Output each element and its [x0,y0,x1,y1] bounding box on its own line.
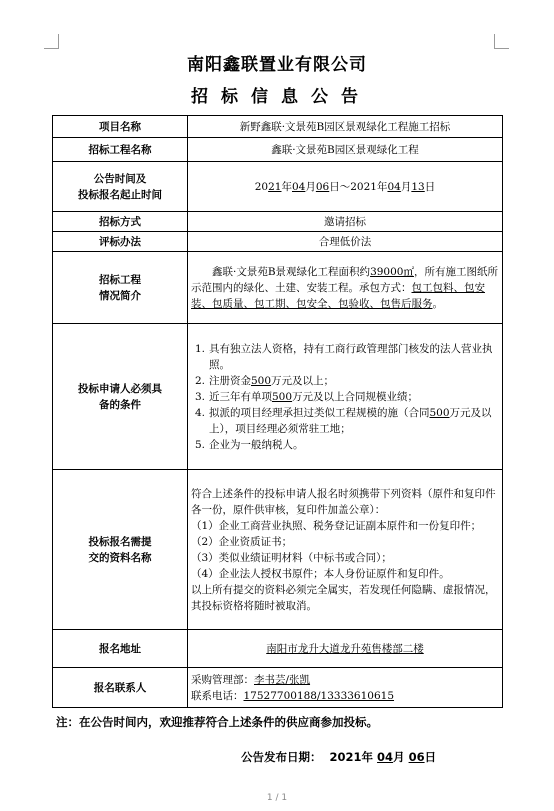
publish-day-unit: 日 [424,750,437,764]
period-end-month-unit: 月 [400,180,412,193]
period-start-day-unit: 日～2021年 [329,180,388,193]
overview-label-line1: 招标工程 [99,273,141,286]
contact-manager: 李书芸/张凯 [254,673,311,686]
requirement-text-a: 注册资金 [209,374,251,387]
period-start-day: 06 [315,180,330,193]
publish-date-prefix: 公告发布日期： [241,750,322,764]
contact-phone-prefix: 联系电话： [191,689,244,702]
requirement-value: 500 [429,406,450,419]
period-end-month: 04 [387,180,401,193]
materials-label-line1: 投标报名需提 [88,535,152,548]
tender-project-label: 招标工程名称 [53,138,188,162]
requirement-number: 3. [195,390,206,403]
materials-line: （4）企业法人授权书原件；本人身份证原件和复印件。 [191,567,450,580]
address-value [188,630,503,668]
company-name: 南阳鑫联置业有限公司 [187,55,367,75]
requirement-number: 5. [195,438,206,451]
row-tender-project [53,138,503,162]
overview-value [188,252,503,324]
row-overview [53,252,503,324]
requirement-text-b: 万元及以上合同规模业绩； [292,390,419,403]
materials-line: 符合上述条件的投标申请人报名时须携带下列资料（原件和复印件各一份，原件供审核，复印件加盖公章）： [191,487,496,516]
materials-line: （3）类似业绩证明材料（中标书或合同）； [191,551,392,564]
address-text: 南阳市龙升大道龙升苑售楼部二楼 [266,642,424,655]
period-value [188,162,503,212]
requirement-item [195,341,499,373]
period-start-year-suffix: 21 [268,180,282,193]
evaluation-label: 评标办法 [53,232,188,252]
period-label-line2: 投标报名起止时间 [78,188,162,201]
period-end-day-unit: 日 [424,180,436,193]
requirement-item [195,405,499,437]
materials-line: （2）企业资质证书； [191,535,293,548]
requirements-label-line1: 投标申请人必须具 [78,382,162,395]
row-period [53,162,503,212]
publish-year: 2021 [329,750,362,764]
requirement-item [195,437,499,453]
footer-note: 注：在公告时间内，欢迎推荐符合上述条件的供应商参加投标。 [56,715,378,729]
materials-line: 以上所有提交的资料必须完全属实，若发现任何隐瞒、虚报情况，其投标资格将随时被取消。 [191,583,496,612]
period-start-year-prefix: 20 [254,180,269,193]
materials-value [188,470,503,630]
row-requirements [53,324,503,470]
requirements-label [53,324,188,470]
period-label-line1: 公告时间及 [93,172,147,185]
contact-manager-line [191,672,499,688]
period-label [53,162,188,212]
period-start-year-unit: 年 [281,180,292,193]
row-address [53,630,503,668]
requirement-text-a: 近三年有单项 [209,390,272,403]
address-label: 报名地址 [53,630,188,668]
row-evaluation [53,232,503,252]
contact-manager-prefix: 采购管理部： [191,673,254,686]
requirement-text: 具有独立法人资格，持有工商行政管理部门核发的法人营业执照。 [209,342,493,371]
requirement-text-b: 万元及以上； [271,374,335,387]
materials-label [53,470,188,630]
overview-label-line2: 情况简介 [99,289,141,302]
overview-text-end: 。 [432,297,443,310]
tender-info-table [52,115,503,708]
period-end-day: 13 [411,180,425,193]
contact-phone-line [191,688,499,704]
requirement-item [195,373,499,389]
page-indicator: 1 / 1 [266,793,288,803]
requirement-value: 500 [272,390,293,403]
row-contact [53,668,503,708]
document-title: 招标信息公告 [191,87,371,107]
publish-month-unit: 月 [393,750,405,764]
requirement-number: 2. [195,374,206,387]
requirements-label-line2: 备的条件 [99,398,141,411]
overview-text-b: ，所有施工图纸所示范围内的绿化、土建、安装工程。承包方式： [191,265,498,294]
row-project-name [53,116,503,138]
tender-project-value: 鑫联·文景苑B园区景观绿化工程 [188,138,503,162]
overview-label [53,252,188,324]
method-label: 招标方式 [53,212,188,232]
materials-label-line2: 交的资料名称 [88,551,152,564]
overview-scope: 包工包料、包安装、包质量、包工期、包安全、包验收、包售后服务 [191,281,485,310]
project-name-label: 项目名称 [53,116,188,138]
requirements-value [188,324,503,470]
contact-phone: 17527700188/13333610615 [243,689,395,702]
crop-mark-top-left [44,34,59,49]
requirement-value: 500 [251,374,272,387]
method-value: 邀请招标 [188,212,503,232]
period-start-month: 04 [292,180,306,193]
project-name-value: 新野鑫联·文景苑B园区景观绿化工程施工招标 [188,116,503,138]
requirement-text-b: 万元及以上），项目经理必须常驻工地； [209,406,492,435]
publish-date [241,749,436,765]
row-method [53,212,503,232]
publish-month: 04 [377,750,394,764]
contact-label: 报名联系人 [53,668,188,708]
overview-area: 39000㎡ [370,265,414,278]
requirement-item [195,389,499,405]
requirement-text-a: 拟派的项目经理承担过类似工程规模的施（合同 [209,406,430,419]
period-start-month-unit: 月 [305,180,316,193]
publish-year-unit: 年 [361,750,374,764]
crop-mark-top-right [494,34,509,49]
requirement-number: 1. [195,342,206,355]
evaluation-value: 合理低价法 [188,232,503,252]
requirement-text: 企业为一般纳税人。 [209,438,304,451]
overview-text-a: 鑫联·文景苑B景观绿化工程面积约 [212,265,371,278]
requirements-list [191,341,499,453]
publish-day: 06 [408,750,425,764]
row-materials [53,470,503,630]
materials-line: （1）企业工商营业执照、税务登记证副本原件和一份复印件； [191,519,482,532]
requirement-number: 4. [195,406,206,419]
contact-value [188,668,503,708]
